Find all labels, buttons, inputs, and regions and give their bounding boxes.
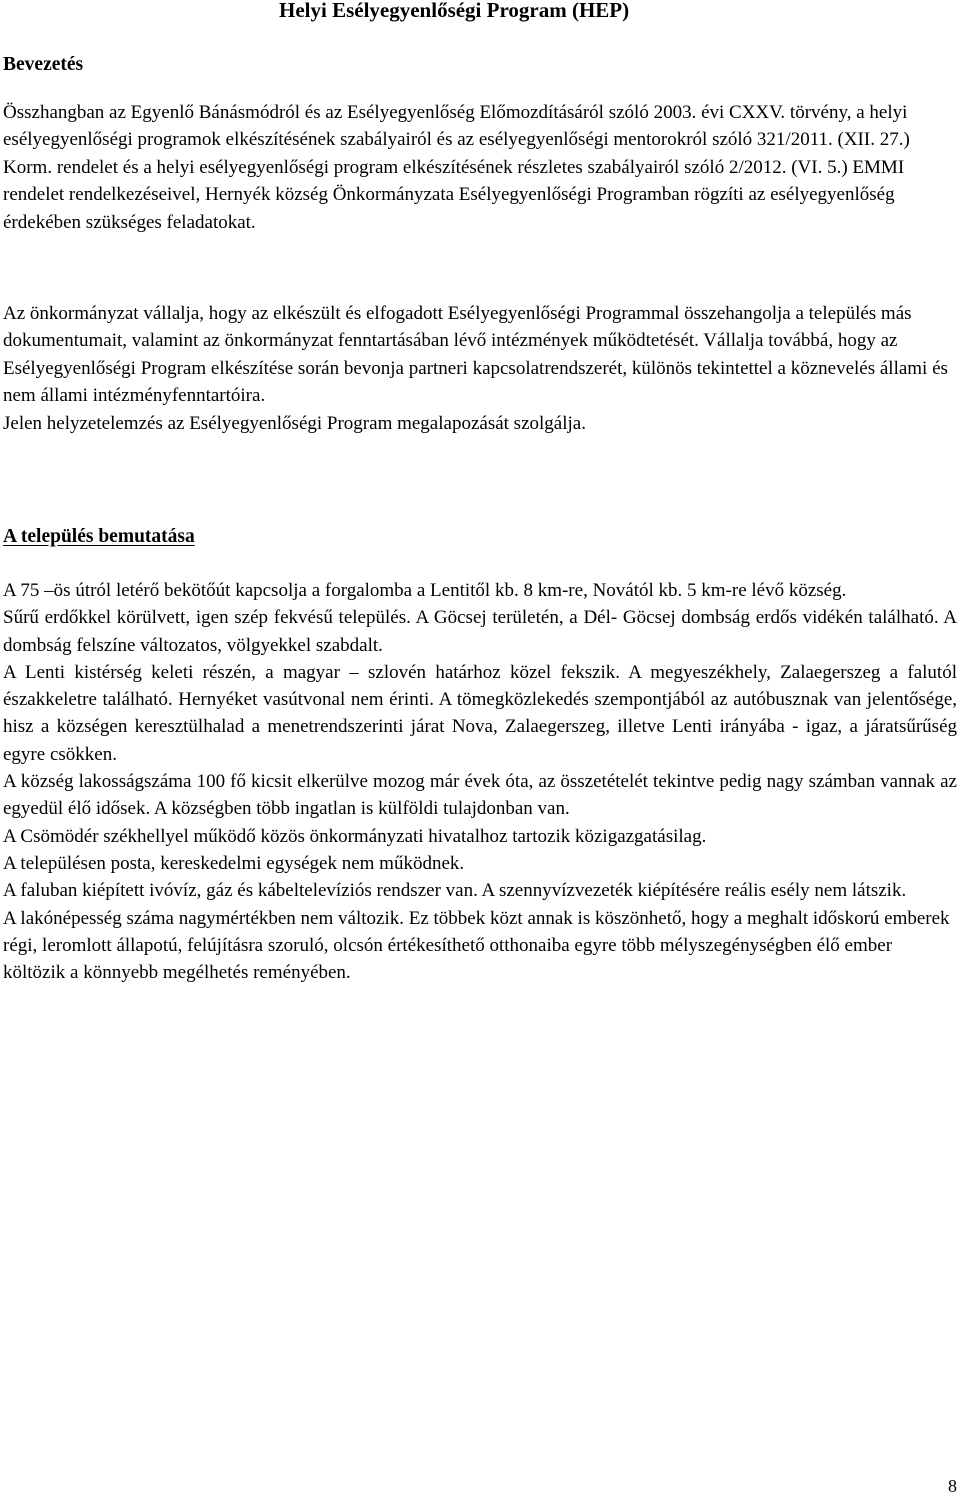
settlement-paragraph-administration: A Csömödér székhellyel működő közös önkormányzati hivatalhoz tartozik közigazgatásilag. [3, 825, 707, 847]
intro-paragraph-commitment: Az önkormányzat vállalja, hogy az elkészült és elfogadott Esélyegyenlőségi Programmal összehangolja a település más dokumentumait, valamint az önkormányzat fenntartásában lévő intézmények működtetését. Vállalja továbbá, hogy az Esélyegyenlőségi Program elkészítése során bevonja partneri kapcsolatrendszerét, különös tekintettel a köznevelés állami és nem állami intézményfenntartóira. [3, 303, 948, 407]
document-title: Helyi Esélyegyenlőségi Program (HEP) [279, 0, 630, 22]
settlement-description [3, 577, 957, 986]
settlement-paragraph-demography: A lakónépesség száma nagymértékben nem változik. Ez többek közt annak is köszönhető, hogy a meghalt időskorú emberek régi, leromlott állapotú, felújításra szoruló, olcsón értékesíthető otthonaiba egyre több mélyszegénységben élő ember költözik a könnyebb megélhetés reményében. [3, 907, 950, 984]
settlement-paragraph-location: A 75 –ös útról letérő bekötőút kapcsolja a forgalomba a Lentitől kb. 8 km-re, Novától kb. 5 km-re lévő község. [3, 580, 847, 601]
settlement-paragraph-transport: A Lenti kistérség keleti részén, a magyar – szlovén határhoz közel fekszik. A megyeszékhely, Zalaegerszeg a falutól északkeletre található. Hernyéket vasútvonal nem érinti. A tömegközlekedés szempontjából az autóbusznak van jelentősége, hisz a községen keresztülhalad a menetrendszerinti járat Nova, Zalaegerszeg, illetve Lenti irányába - igaz, a járatsűrűség egyre csökken. [3, 661, 957, 765]
intro-commitment [3, 300, 957, 437]
intro-paragraph-purpose: Jelen helyzetelemzés az Esélyegyenlőségi Program megalapozását szolgálja. [3, 412, 586, 434]
section-heading-intro: Bevezetés [3, 54, 84, 75]
intro-legal-basis [3, 99, 957, 236]
settlement-paragraph-utilities: A faluban kiépített ivóvíz, gáz és kábeltelevíziós rendszer van. A szennyvízvezeték kiépítésére reális esély nem látszik. [3, 880, 907, 902]
settlement-paragraph-population: A község lakosságszáma 100 fő kicsit elkerülve mozog már évek óta, az összetételét tekintve pedig nagy számban vannak az egyedül élő idősek. A községben több ingatlan is külföldi tulajdonban van. [3, 771, 957, 820]
intro-paragraph-legal-basis: Összhangban az Egyenlő Bánásmódról és az Esélyegyenlőség Előmozdításáról szóló 2003. évi CXXV. törvény, a helyi esélyegyenlőségi programok elkészítésének szabályairól és az esélyegyenlőségi mentorokról szóló 321/2011. (XII. 27.) Korm. rendelet és a helyi esélyegyenlőségi program elkészítésének részletes szabályairól szóló 2/2012. (VI. 5.) EMMI rendelet rendelkezéseivel, Hernyék község Önkormányzata Esélyegyenlőségi Programban rögzíti az esélyegyenlőség érdekében szükséges feladatokat. [3, 102, 910, 233]
settlement-paragraph-services: A településen posta, kereskedelmi egységek nem működnek. [3, 852, 465, 874]
section-heading-settlement: A település bemutatása [3, 526, 195, 547]
page-number: 8 [948, 1476, 957, 1496]
settlement-paragraph-landscape: Sűrű erdőkkel körülvett, igen szép fekvésű település. A Göcsej területén, a Dél- Göcsej dombság erdős vidékén található. A dombság felszíne változatos, völgyekkel szabdalt. [3, 607, 957, 656]
